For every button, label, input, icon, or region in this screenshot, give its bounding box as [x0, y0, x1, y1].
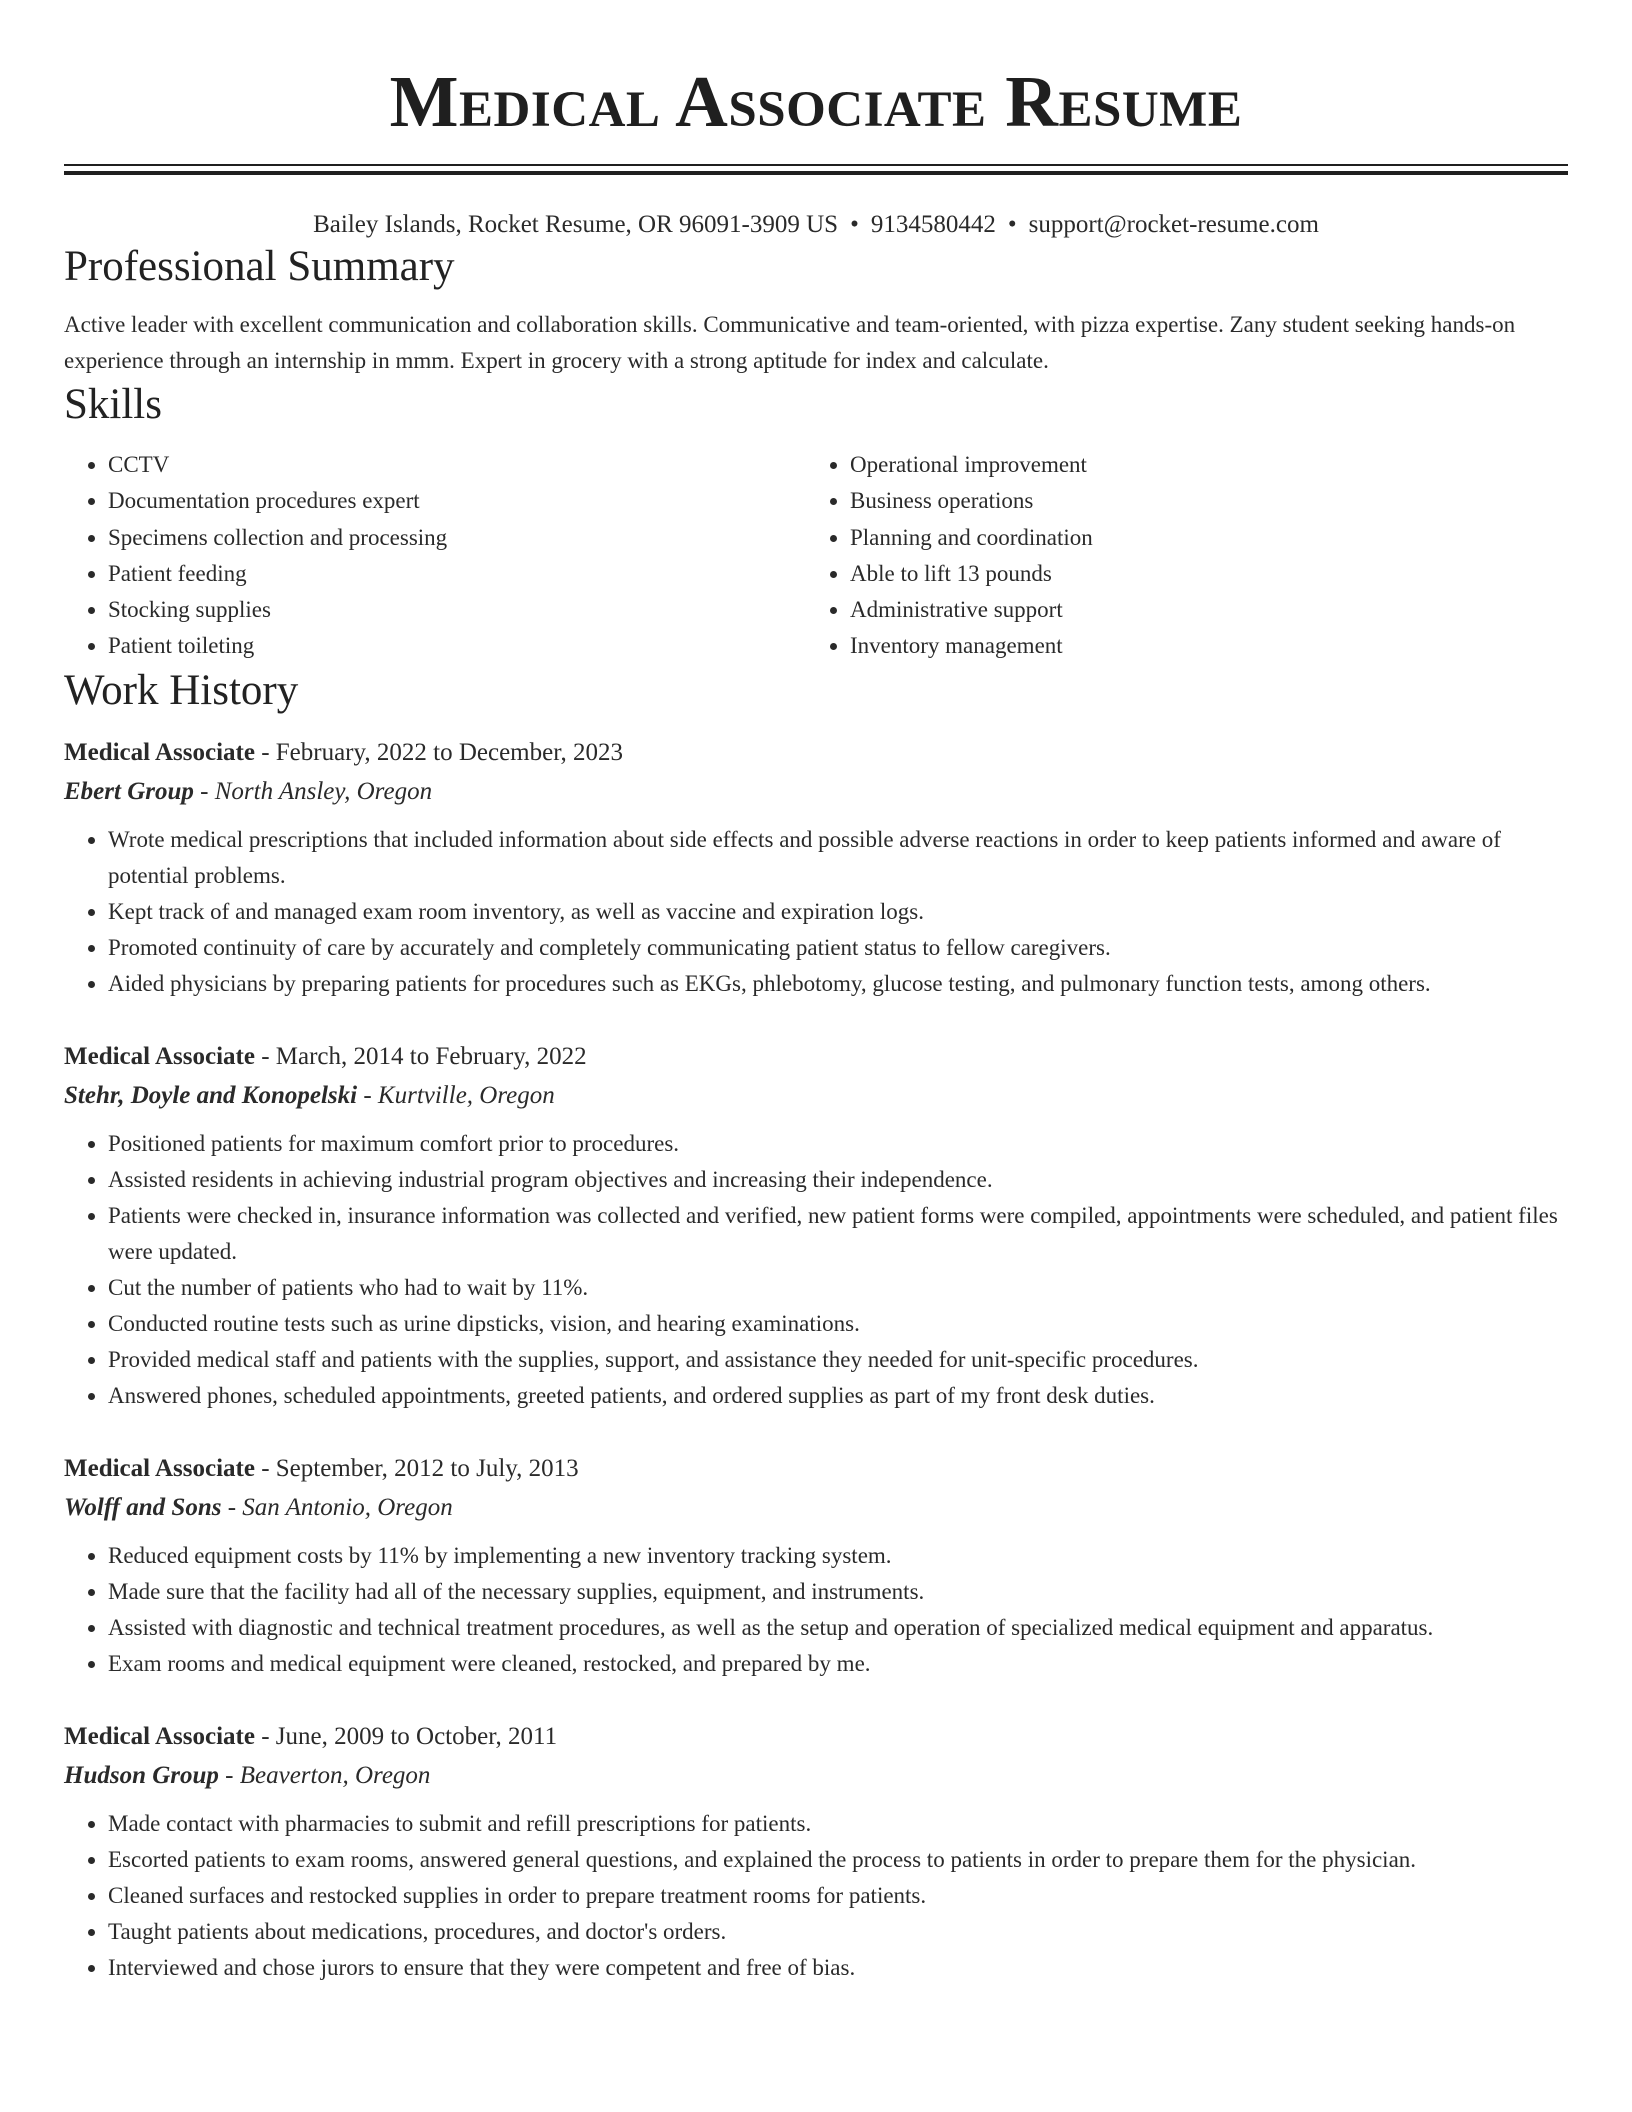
job-duty: • Taught patients about medications, procedures, and doctor's orders. [108, 1914, 1568, 1950]
job-duty: • Made sure that the facility had all of the necessary supplies, equipment, and instruments. [108, 1574, 1568, 1610]
company-location: - North Ansley, Oregon [193, 777, 433, 805]
job-duty: • Escorted patients to exam rooms, answered general questions, and explained the process to patients in order to prepare them for the physician. [108, 1842, 1568, 1878]
resume-title: Medical Associate Resume [389, 61, 1243, 142]
company-location: - San Antonio, Oregon [221, 1493, 453, 1521]
skill-item: • Administrative support [850, 592, 1556, 628]
company-header [64, 1076, 1568, 1115]
contact-phone: 9134580442 [870, 211, 996, 238]
job-duty: • Conducted routine tests such as urine dipsticks, vision, and hearing examinations. [108, 1306, 1568, 1342]
contact-separator: • [850, 211, 859, 238]
skills-list [64, 447, 1568, 665]
job-header [64, 1037, 1568, 1076]
job-dates: - February, 2022 to December, 2023 [254, 738, 624, 766]
job-duty: • Made contact with pharmacies to submit and refill prescriptions for patients. [108, 1806, 1568, 1842]
job-duty: • Aided physicians by preparing patients for procedures such as EKGs, phlebotomy, glucose testing, and pulmonary function tests, among others. [108, 966, 1568, 1002]
skill-item: • Planning and coordination [850, 520, 1556, 556]
skills-column-left [64, 447, 806, 665]
job-duty: • Exam rooms and medical equipment were cleaned, restocked, and prepared by me. [108, 1646, 1568, 1682]
job-entry [64, 1449, 1568, 1682]
work-history-heading: Work History [64, 666, 299, 714]
skill-item: • Operational improvement [850, 447, 1556, 483]
company-header [64, 772, 1568, 811]
job-duties [64, 1126, 1568, 1414]
job-title: Medical Associate [64, 738, 255, 766]
company-location: - Beaverton, Oregon [218, 1761, 431, 1789]
skill-item: • Patient feeding [108, 556, 806, 592]
company-name: Hudson Group [64, 1761, 219, 1789]
job-dates: - June, 2009 to October, 2011 [254, 1722, 558, 1750]
job-duty: • Reduced equipment costs by 11% by implementing a new inventory tracking system. [108, 1538, 1568, 1574]
job-entry [64, 1717, 1568, 1986]
skill-item: • Able to lift 13 pounds [850, 556, 1556, 592]
job-duty: • Interviewed and chose jurors to ensure that they were competent and free of bias. [108, 1950, 1568, 1986]
company-name: Wolff and Sons [64, 1493, 222, 1521]
job-header [64, 733, 1568, 772]
skill-item: • Stocking supplies [108, 592, 806, 628]
job-duty: • Provided medical staff and patients with the supplies, support, and assistance they needed for unit-specific procedures. [108, 1342, 1568, 1378]
job-title: Medical Associate [64, 1454, 255, 1482]
contact-address: Bailey Islands, Rocket Resume, OR 96091-3909 US [313, 211, 839, 238]
job-duty: • Kept track of and managed exam room inventory, as well as vaccine and expiration logs. [108, 894, 1568, 930]
summary-text: Active leader with excellent communication and collaboration skills. Communicative and team-oriented, with pizza expertise. Zany student seeking hands-on experience through an internship in mmm. Expert in grocery with a strong aptitude for index and calculate. [64, 312, 1516, 373]
skill-item: • Inventory management [850, 628, 1556, 664]
job-duty: • Patients were checked in, insurance information was collected and verified, new patient forms were compiled, appointments were scheduled, and patient files were updated. [108, 1198, 1568, 1270]
skill-item: • CCTV [108, 447, 806, 483]
job-entry [64, 733, 1568, 1002]
resume-page [64, 0, 1568, 1986]
summary-heading: Professional Summary [64, 243, 455, 290]
job-duty: • Promoted continuity of care by accurately and completely communicating patient status to fellow caregivers. [108, 930, 1568, 966]
job-header [64, 1717, 1568, 1756]
job-header [64, 1449, 1568, 1488]
company-location: - Kurtville, Oregon [357, 1081, 555, 1109]
job-duties [64, 1538, 1568, 1682]
job-dates: - March, 2014 to February, 2022 [254, 1042, 587, 1070]
job-dates: - September, 2012 to July, 2013 [254, 1454, 579, 1482]
skills-heading: Skills [64, 381, 162, 428]
company-header [64, 1756, 1568, 1795]
skills-column-right [806, 447, 1556, 665]
job-duties [64, 822, 1568, 1002]
contact-email: support@rocket-resume.com [1028, 211, 1319, 238]
job-duties [64, 1806, 1568, 1986]
skill-item: • Specimens collection and processing [108, 520, 806, 556]
skill-item: • Documentation procedures expert [108, 483, 806, 519]
job-duty: • Answered phones, scheduled appointments, greeted patients, and ordered supplies as part of my front desk duties. [108, 1378, 1568, 1414]
skill-item: • Patient toileting [108, 628, 806, 664]
company-name: Ebert Group [64, 777, 194, 805]
job-duty: • Assisted residents in achieving industrial program objectives and increasing their independence. [108, 1162, 1568, 1198]
job-duty: • Wrote medical prescriptions that included information about side effects and possible adverse reactions in order to keep patients informed and aware of potential problems. [108, 822, 1568, 894]
title-divider-thin [64, 164, 1568, 166]
job-duty: • Positioned patients for maximum comfort prior to procedures. [108, 1126, 1568, 1162]
contact-line [64, 209, 1568, 241]
contact-separator: • [1007, 211, 1017, 238]
job-duty: • Cut the number of patients who had to wait by 11%. [108, 1270, 1568, 1306]
job-duty: • Cleaned surfaces and restocked supplies in order to prepare treatment rooms for patients. [108, 1878, 1568, 1914]
skill-item: • Business operations [850, 483, 1556, 519]
job-title: Medical Associate [64, 1722, 255, 1750]
job-title: Medical Associate [64, 1042, 255, 1070]
company-name: Stehr, Doyle and Konopelski [64, 1081, 358, 1109]
title-divider-thick [64, 171, 1568, 175]
company-header [64, 1488, 1568, 1527]
job-duty: • Assisted with diagnostic and technical treatment procedures, as well as the setup and operation of specialized medical equipment and apparatus. [108, 1610, 1568, 1646]
job-entry [64, 1037, 1568, 1414]
